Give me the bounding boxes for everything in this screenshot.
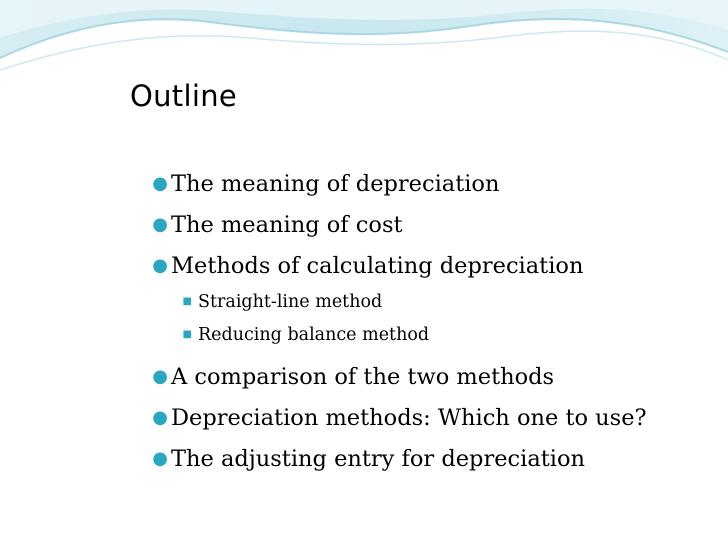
list-item: [118, 170, 647, 198]
round-bullet-icon: ●: [152, 366, 168, 387]
square-bullet-icon: ■: [182, 329, 192, 340]
list-item-text: Depreciation methods: Which one to use?: [171, 405, 647, 431]
list-item-text: The meaning of cost: [171, 212, 403, 238]
round-bullet-icon: ●: [152, 407, 168, 428]
square-bullet-icon: ■: [182, 296, 192, 307]
round-bullet-icon: ●: [152, 255, 168, 276]
list-item: [118, 445, 647, 473]
round-bullet-icon: ●: [152, 448, 168, 469]
sub-list-item-text: Reducing balance method: [198, 325, 430, 345]
list-item-text: The meaning of depreciation: [171, 171, 500, 197]
list-item: [118, 363, 647, 391]
list-item-text: Methods of calculating depreciation: [171, 253, 584, 279]
list-item: [118, 211, 647, 239]
slide-title: Outline: [130, 79, 238, 113]
outline-list: [118, 170, 647, 486]
round-bullet-icon: ●: [152, 214, 168, 235]
header-wave-decoration: [0, 0, 728, 80]
list-item: [118, 404, 647, 432]
sub-list-item: [118, 290, 647, 314]
list-item-text: The adjusting entry for depreciation: [171, 446, 586, 472]
list-item: [118, 252, 647, 280]
list-item-text: A comparison of the two methods: [171, 364, 555, 390]
round-bullet-icon: ●: [152, 173, 168, 194]
sub-list-item: [118, 323, 647, 347]
sub-list-item-text: Straight-line method: [198, 292, 383, 312]
